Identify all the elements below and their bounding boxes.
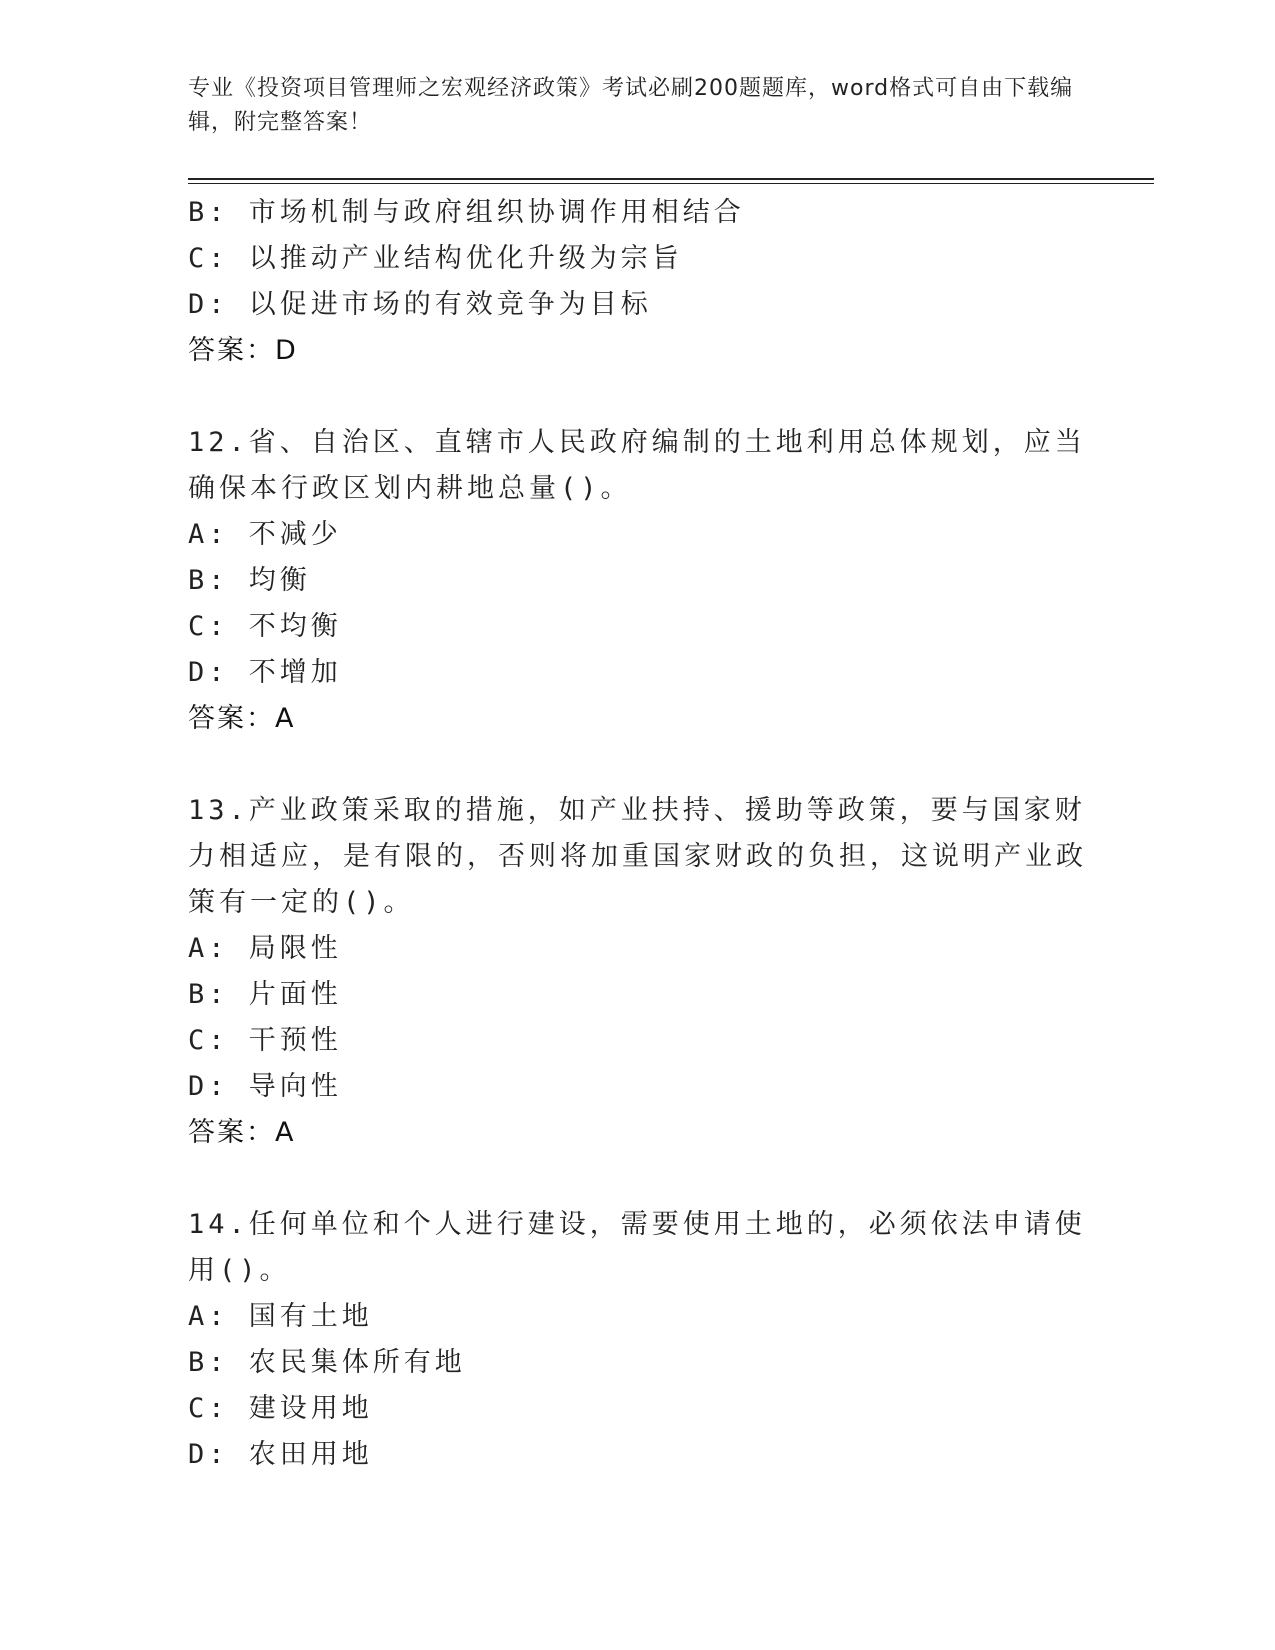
question-14 (188, 1202, 1088, 1478)
option-d: D: 不增加 (188, 657, 342, 688)
question-13 (188, 788, 1088, 1156)
option-b: B: 市场机制与政府组织协调作用相结合 (188, 197, 745, 228)
question-stem: 14.任何单位和个人进行建设，需要使用土地的，必须依法申请使用()。 (188, 1209, 1086, 1286)
question-12 (188, 420, 1088, 742)
header-divider-thick (188, 178, 1154, 180)
header-divider-thin (188, 183, 1154, 184)
option-d: D: 以促进市场的有效竞争为目标 (188, 289, 652, 320)
option-b: B: 农民集体所有地 (188, 1347, 466, 1378)
option-c: C: 不均衡 (188, 611, 342, 642)
option-a: A: 国有土地 (188, 1301, 373, 1332)
option-c: C: 干预性 (188, 1025, 342, 1056)
question-stem: 12.省、自治区、直辖市人民政府编制的土地利用总体规划，应当确保本行政区划内耕地总量()。 (188, 427, 1086, 504)
option-c: C: 以推动产业结构优化升级为宗旨 (188, 243, 683, 274)
option-d: D: 农田用地 (188, 1439, 373, 1470)
option-a: A: 局限性 (188, 933, 342, 964)
document-header: 专业《投资项目管理师之宏观经济政策》考试必刷200题题库，word格式可自由下载编辑，附完整答案！ (188, 76, 1074, 135)
question-list (188, 190, 1088, 1478)
answer-line: 答案：A (188, 1117, 296, 1148)
question-stem: 13.产业政策采取的措施，如产业扶持、援助等政策，要与国家财力相适应，是有限的，否则将加重国家财政的负担，这说明产业政策有一定的()。 (188, 795, 1087, 918)
option-d: D: 导向性 (188, 1071, 342, 1102)
answer-line: 答案：D (188, 335, 298, 366)
option-c: C: 建设用地 (188, 1393, 373, 1424)
answer-line: 答案：A (188, 703, 296, 734)
option-a: A: 不减少 (188, 519, 342, 550)
question-11-tail (188, 190, 1088, 374)
option-b: B: 片面性 (188, 979, 342, 1010)
option-b: B: 均衡 (188, 565, 311, 596)
